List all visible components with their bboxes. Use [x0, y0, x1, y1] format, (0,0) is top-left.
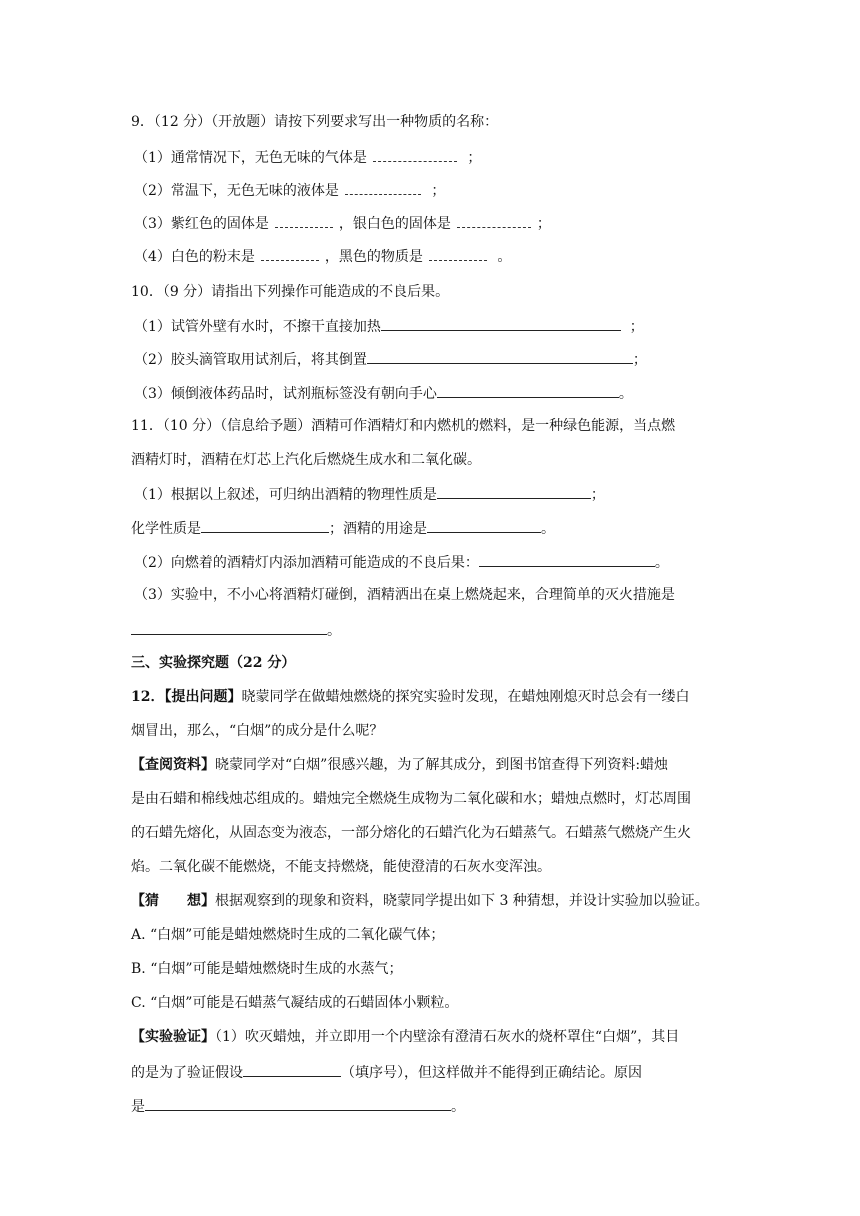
q11-item-1b-text-b: ；酒精的用途是 — [329, 521, 427, 537]
q11-line-2: 酒精灯时，酒精在灯芯上汽化后燃烧生成水和二氧化碳。 — [131, 452, 481, 468]
q9-punct-2: ； — [426, 183, 446, 199]
q10-item-1 — [134, 315, 644, 337]
q10-item-2-text: （2）胶头滴管取用试剂后，将其倒置 — [134, 352, 367, 368]
q12-line-6: 焰。二氧化碳不能燃烧，不能支持燃烧，能使澄清的石灰水变浑浊。 — [131, 859, 551, 875]
q9-item-4 — [134, 247, 511, 267]
q12-line-5: 的石蜡先熔化，从固态变为液态，一部分熔化的石蜡汽化为石蜡蒸气。石蜡蒸气燃烧产生火 — [131, 825, 691, 841]
q10-title: 10．（9 分）请指出下列操作可能造成的不良后果。 — [131, 284, 450, 300]
q11-punct-3: 。 — [327, 623, 341, 639]
q9-blank-3a[interactable] — [275, 214, 333, 228]
q12-option-a: A. “白烟”可能是蜡烛燃烧时生成的二氧化碳气体； — [131, 927, 445, 943]
q11-punct-1: ； — [590, 487, 605, 503]
q11-item-1b — [131, 517, 555, 539]
q11-item-2 — [134, 551, 669, 573]
q12-line-10 — [131, 1095, 465, 1117]
q10-item-3-text: （3）倾倒液体药品时，试剂瓶标签没有朝向手心 — [134, 386, 437, 402]
q9-item-1-text: （1）通常情况下，无色无味的气体是 — [134, 150, 367, 166]
q9-item-2-text: （2）常温下，无色无味的液体是 — [134, 183, 339, 199]
q11-item-1b-text-a: 化学性质是 — [131, 521, 201, 537]
q9-blank-2[interactable] — [345, 181, 421, 195]
q9-blank-4b[interactable] — [429, 247, 487, 261]
q12-label-verify: 【实验验证】 — [131, 1029, 215, 1045]
q11-line-1: 11．（10 分）（信息给予题）酒精可作酒精灯和内燃机的燃料，是一种绿色能源，当点燃 — [131, 418, 676, 434]
q11-item-3: （3）实验中，不小心将酒精灯碰倒，酒精洒出在桌上燃烧起来，合理简单的灭火措施是 — [134, 587, 675, 603]
q9-item-3-text-b: ，银白色的固体是 — [338, 216, 451, 232]
q9-item-4-text-a: （4）白色的粉末是 — [134, 249, 255, 265]
q9-item-2 — [134, 181, 445, 201]
q11-blank-2[interactable] — [479, 551, 655, 567]
q9-item-4-text-b: ，黑色的物质是 — [324, 249, 423, 265]
q12-line-1-text: 晓蒙同学在做蜡烛燃烧的探究实验时发现，在蜡烛刚熄灭时总会有一缕白 — [241, 689, 690, 705]
q12-line-7-text: 根据观察到的现象和资料，晓蒙同学提出如下 3 种猜想，并设计实验加以验证。 — [215, 893, 709, 909]
q12-line-8 — [131, 1027, 679, 1047]
q12-option-c: C. “白烟”可能是石蜡蒸气凝结成的石蜡固体小颗粒。 — [131, 995, 459, 1011]
q11-punct-2: 。 — [654, 555, 669, 571]
q12-line-9-text-b: （填序号），但这样做并不能得到正确结论。原因 — [341, 1065, 642, 1081]
q9-blank-3b[interactable] — [457, 214, 531, 228]
q12-line-3-text: 晓蒙同学对“白烟”很感兴趣，为了解其成分，到图书馆查得下列资料:蜡烛 — [215, 757, 669, 773]
q11-blank-1[interactable] — [437, 483, 591, 499]
q12-label-question: 12．【提出问题】 — [131, 689, 242, 705]
q12-option-b: B. “白烟”可能是蜡烛燃烧时生成的水蒸气； — [131, 961, 403, 977]
q9-blank-1[interactable] — [373, 148, 457, 162]
q12-label-research: 【查阅资料】 — [131, 757, 215, 773]
q10-punct-1: ； — [620, 319, 644, 335]
q10-blank-3[interactable] — [437, 382, 619, 398]
q9-punct-3: ； — [536, 216, 551, 232]
q10-punct-3: 。 — [618, 386, 633, 402]
q12-line-7 — [131, 891, 709, 911]
q10-punct-2: ； — [632, 352, 647, 368]
q12-blank-hypothesis[interactable] — [243, 1061, 341, 1077]
q10-item-1-text: （1）试管外壁有水时，不擦干直接加热 — [134, 319, 381, 335]
q9-blank-4a[interactable] — [261, 247, 319, 261]
q11-item-1-text: （1）根据以上叙述，可归纳出酒精的物理性质是 — [134, 487, 437, 503]
q10-item-2 — [134, 348, 647, 370]
q9-item-1 — [134, 148, 481, 168]
q11-blank-1b[interactable] — [201, 517, 329, 533]
q11-item-3-answer — [131, 619, 341, 641]
q9-punct-1: ； — [462, 150, 482, 166]
q9-item-3 — [134, 214, 551, 234]
q12-line-2: 烟冒出，那么，“白烟”的成分是什么呢？ — [131, 723, 384, 739]
q12-line-4: 是由石蜡和棉线烛芯组成的。蜡烛完全燃烧生成物为二氧化碳和水；蜡烛点燃时，灯芯周围 — [131, 791, 691, 807]
q9-item-3-text-a: （3）紫红色的固体是 — [134, 216, 269, 232]
q11-blank-3[interactable] — [131, 619, 327, 635]
q12-line-9 — [131, 1061, 642, 1083]
q11-item-1 — [134, 483, 605, 505]
q11-punct-1b: 。 — [541, 521, 555, 537]
q12-line-9-text-a: 的是为了验证假设 — [131, 1065, 243, 1081]
q11-blank-1c[interactable] — [427, 517, 541, 533]
q10-blank-2[interactable] — [367, 348, 633, 364]
q9-punct-4: 。 — [492, 249, 512, 265]
q10-item-3 — [134, 382, 633, 404]
q12-line-3 — [131, 755, 668, 775]
q11-item-2-text: （2）向燃着的酒精灯内添加酒精可能造成的不良后果： — [134, 555, 479, 571]
q12-blank-reason[interactable] — [145, 1095, 451, 1111]
q12-label-guess-a: 【猜 — [131, 893, 159, 909]
q12-label-guess-b: 想】 — [187, 893, 215, 909]
section-3-title: 三、实验探究题（22 分） — [131, 655, 296, 671]
q9-title: 9．（12 分）（开放题）请按下列要求写出一种物质的名称： — [131, 114, 499, 130]
q12-punct-10: 。 — [451, 1099, 465, 1115]
q10-blank-1[interactable] — [381, 315, 621, 331]
q12-line-8-text: （1）吹灭蜡烛，并立即用一个内壁涂有澄清石灰水的烧杯罩住“白烟”，其目 — [215, 1029, 680, 1045]
q12-line-1 — [131, 687, 689, 707]
q12-line-10-text: 是 — [131, 1099, 145, 1115]
